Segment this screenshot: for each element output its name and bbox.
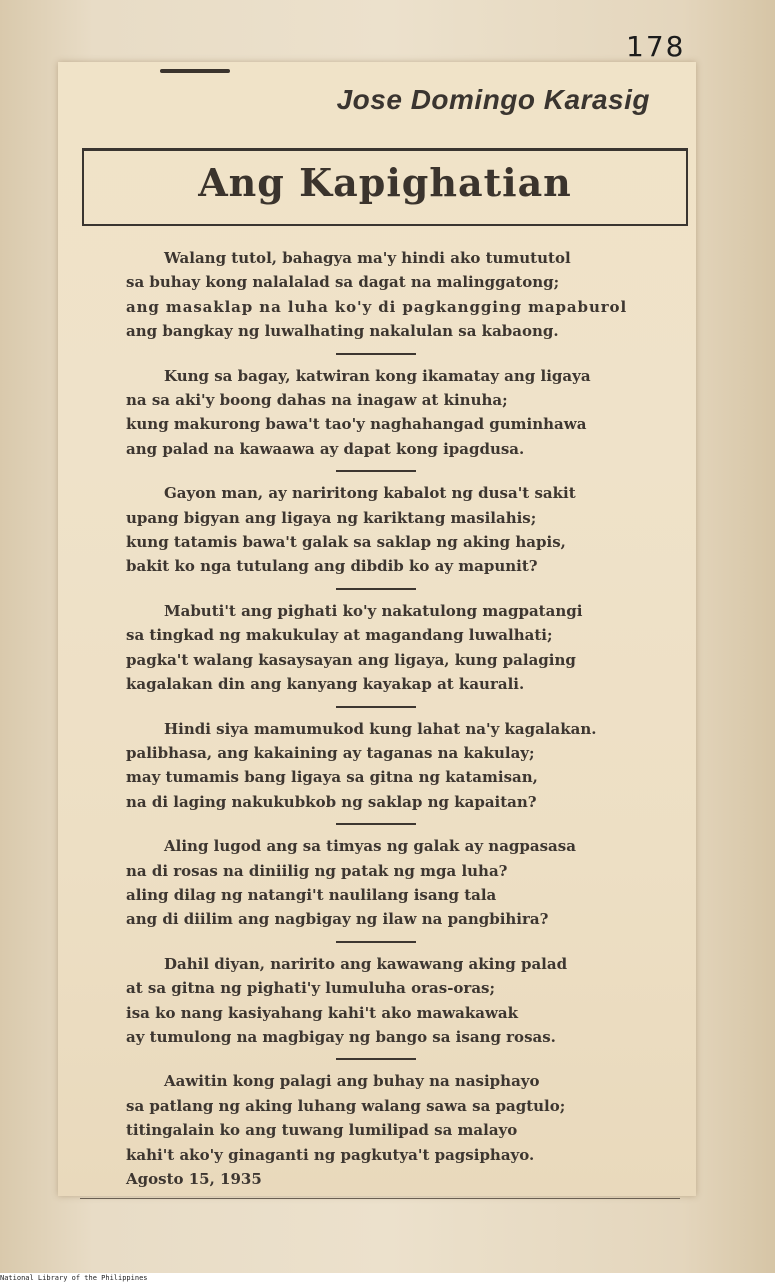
stanza-1 xyxy=(126,246,642,344)
poem-line: bakit ko nga tutulang ang dibdib ko ay mapunit? xyxy=(126,557,538,576)
stanza-3 xyxy=(126,481,642,579)
top-rule-mark xyxy=(160,69,230,73)
poem-author: Jose Domingo Karasig xyxy=(336,84,650,115)
stanza-7 xyxy=(126,952,642,1050)
poem-line: titingalain ko ang tuwang lumilipad sa malayo xyxy=(126,1121,518,1140)
stanza-divider xyxy=(336,1058,416,1060)
poem-line: kagalakan din ang kanyang kayakap at kaurali. xyxy=(126,675,525,694)
poem-line: pagka't walang kasaysayan ang ligaya, kung palaging xyxy=(126,650,576,669)
poem-line: Aling lugod ang sa timyas ng galak ay nagpasasa xyxy=(164,837,576,856)
poem-body xyxy=(122,246,642,1191)
poem-line: kung tatamis bawa't galak sa saklap ng aking hapis, xyxy=(126,533,566,552)
poem-line: na di laging nakukubkob ng saklap ng kapaitan? xyxy=(126,792,537,811)
stanza-divider xyxy=(336,353,416,355)
stanza-divider xyxy=(336,588,416,590)
stanza-2 xyxy=(126,364,642,462)
stanza-divider xyxy=(336,470,416,472)
footer-credit: National Library of the Philippines xyxy=(0,1273,775,1283)
poem-line: sa buhay kong nalalalad sa dagat na malinggatong; xyxy=(126,273,560,292)
poem-title: Ang Kapighatian xyxy=(198,160,572,205)
poem-line: at sa gitna ng pighati'y lumuluha oras-oras; xyxy=(126,979,496,998)
poem-date: Agosto 15, 1935 xyxy=(126,1170,262,1188)
poem-line: ang bangkay ng luwalhating nakalulan sa kabaong. xyxy=(126,322,559,341)
poem-line: isa ko nang kasiyahang kahi't ako mawakawak xyxy=(126,1003,519,1022)
poem-line: Hindi siya mamumukod kung lahat na'y kagalakan. xyxy=(164,719,597,738)
stanza-4 xyxy=(126,599,642,697)
poem-line: may tumamis bang ligaya sa gitna ng katamisan, xyxy=(126,768,538,787)
poem-line: na di rosas na diniilig ng patak ng mga luha? xyxy=(126,861,508,880)
poem-line: Gayon man, ay nariritong kabalot ng dusa't sakit xyxy=(164,484,576,503)
poem-line: Kung sa bagay, katwiran kong ikamatay ang ligaya xyxy=(164,366,591,385)
poem-line: upang bigyan ang ligaya ng kariktang masilahis; xyxy=(126,508,537,527)
poem-line: ang di diilim ang nagbigay ng ilaw na pangbihira? xyxy=(126,910,549,929)
stanza-divider xyxy=(336,823,416,825)
poem-line: ang palad na kawaawa ay dapat kong ipagdusa. xyxy=(126,439,525,458)
stanza-5 xyxy=(126,717,642,815)
handwritten-page-number: 178 xyxy=(626,30,686,63)
stanza-8 xyxy=(126,1069,642,1167)
poem-line: ang masaklap na luha ko'y di pagkangging mapaburol xyxy=(126,297,628,316)
poem-line: Walang tutol, bahagya ma'y hindi ako tumututol xyxy=(164,249,571,267)
poem-line: na sa aki'y boong dahas na inagaw at kinuha; xyxy=(126,391,508,410)
stanza-6 xyxy=(126,834,642,932)
poem-line: ay tumulong na magbigay ng bango sa isang rosas. xyxy=(126,1027,556,1046)
poem-line: kahi't ako'y ginaganti ng pagkutya't pagsiphayo. xyxy=(126,1145,535,1164)
poem-line: Aawitin kong palagi ang buhay na nasiphayo xyxy=(164,1072,540,1091)
poem-line: Mabuti't ang pighati ko'y nakatulong magpatangi xyxy=(164,601,583,620)
clipping-bottom-rule xyxy=(80,1198,680,1199)
poem-line: Dahil diyan, naririto ang kawawang aking palad xyxy=(164,954,568,973)
stanza-divider xyxy=(336,941,416,943)
poem-line: sa patlang ng aking luhang walang sawa sa pagtulo; xyxy=(126,1096,566,1115)
poem-line: sa tingkad ng makukulay at magandang luwalhati; xyxy=(126,626,553,645)
poem-line: aling dilag ng natangi't naulilang isang tala xyxy=(126,885,497,904)
stanza-divider xyxy=(336,706,416,708)
poem-line: kung makurong bawa't tao'y naghahangad guminhawa xyxy=(126,415,587,434)
poem-line: palibhasa, ang kakaining ay taganas na kakulay; xyxy=(126,743,535,762)
